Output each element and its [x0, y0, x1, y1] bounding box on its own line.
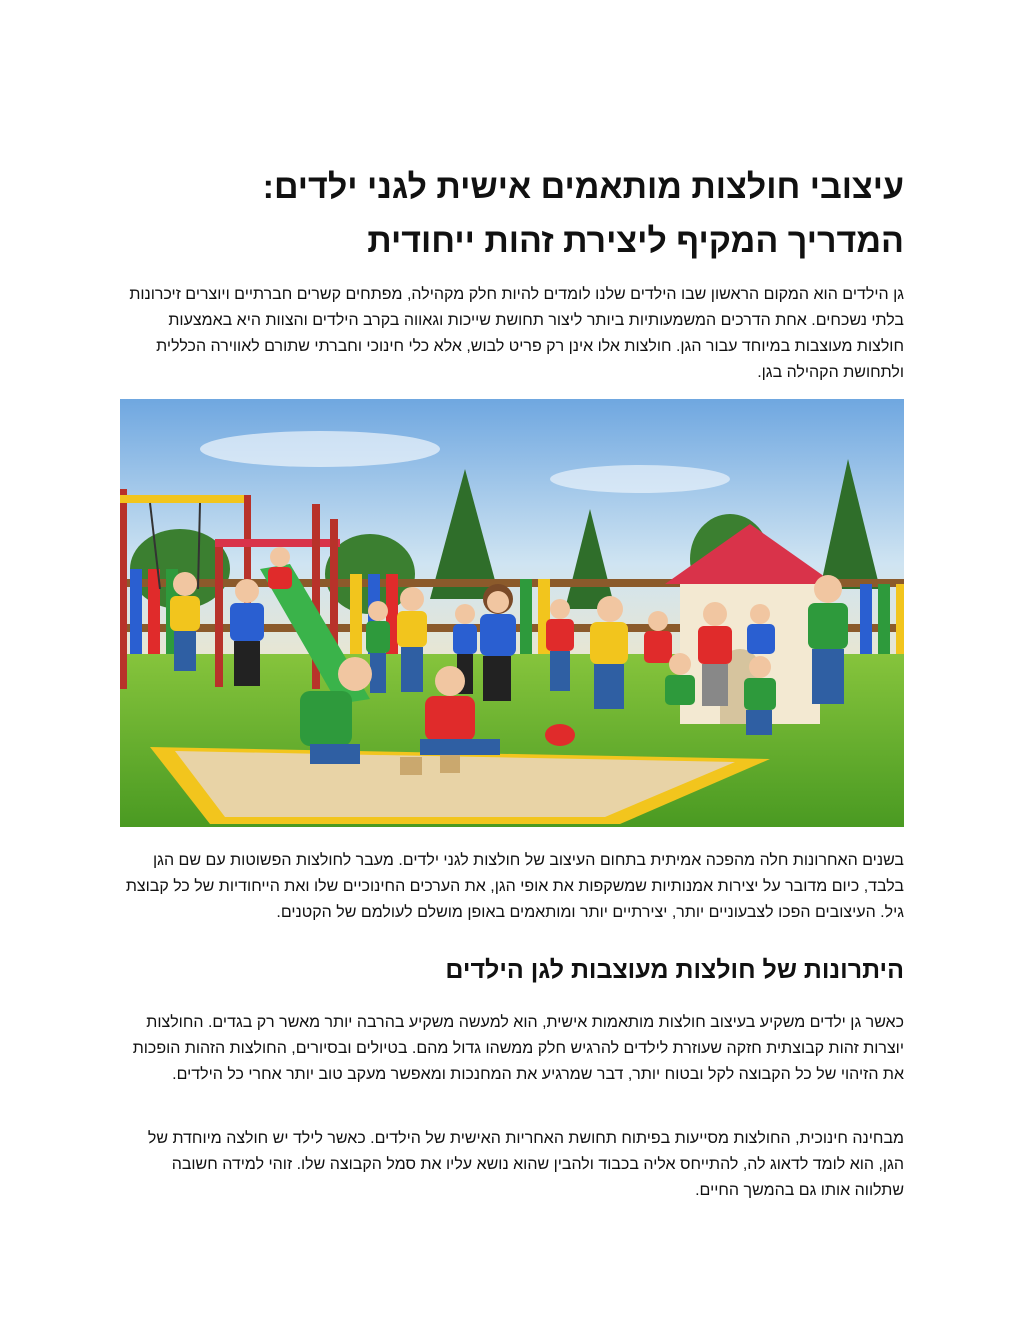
playground-illustration [120, 399, 904, 827]
intro-paragraph: גן הילדים הוא המקום הראשון שבו הילדים שלנו לומדים להיות חלק מקהילה, מפתחים קשרים חברתיים ויוצרים זיכרונות בלתי נשכחים. אחת הדרכים המשמעותיות ביותר ליצור תחושת שייכות וגאווה בקרב הילדים והצוות היא באמצעות חולצות מעוצבות במיוחד עבור הגן. חולצות אלו אינן רק פריט לבוש, אלא כלי חינוכי וחברתי שתורם לאווירה הכללית ולתחושת הקהילה בגן. [129, 286, 904, 381]
section-heading-benefits: היתרונות של חולצות מעוצבות לגן הילדים [445, 956, 904, 984]
article-title [120, 160, 904, 268]
paragraph-revolution: בשנים האחרונות חלה מהפכה אמיתית בתחום העיצוב של חולצות לגני ילדים. מעבר לחולצות הפשוטות עם שם הגן בלבד, כיום מדובר על יצירות אמנותיות שמשקפות את אופי הגן, את הערכים החינוכיים שלו ואת הייחודיות של כל קבוצת גיל. העיצובים הפכו לצבעוניים יותר, יצירתיים יותר ומותאמים באופן מושלם לעולמם של הקטנים. [125, 852, 904, 921]
title-line-1: עיצובי חולצות מותאמים אישית לגני ילדים: [262, 168, 904, 206]
title-line-2: המדריך המקיף ליצירת זהות ייחודית [367, 222, 904, 260]
paragraph-group-identity: כאשר גן ילדים משקיע בעיצוב חולצות מותאמות אישית, הוא למעשה משקיע בהרבה יותר מאשר רק בגדים. החולצות יוצרות זהות קבוצתית חזקה שעוזרת לילדים להרגיש חלק ממשהו גדול מהם. בטיולים ובסיורים, החולצות הזהות הופכות את הזיהוי של כל הקבוצה לקל ובטוח יותר, דבר שמרגיע את המחנכות ומאפשר מעקב טוב יותר אחרי כל הילדים. [132, 1014, 904, 1083]
paragraph-education: מבחינה חינוכית, החולצות מסייעות בפיתוח תחושת האחריות האישית של הילדים. כאשר לילד יש חולצה מיוחדת של הגן, הוא לומד לדאוג לה, להתייחס אליה בכבוד ולהבין שהוא נושא עליו את סמל הקבוצה שלו. זוהי למידה חשובה שתלווה אותו גם בהמשך החיים. [147, 1130, 904, 1199]
